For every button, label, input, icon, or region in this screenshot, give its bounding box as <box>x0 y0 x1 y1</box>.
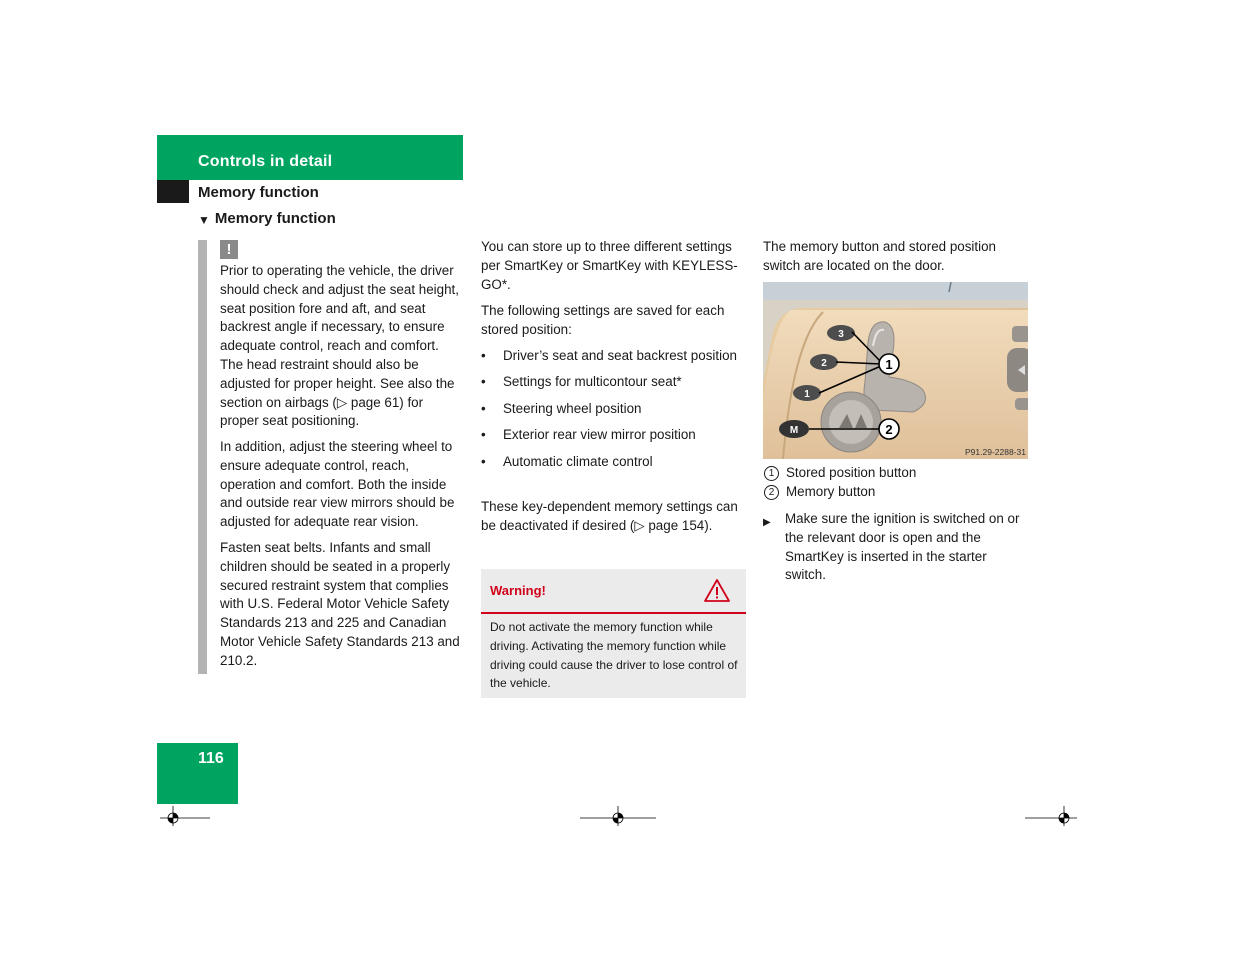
legend-text: Stored position button <box>786 465 917 480</box>
svg-text:M: M <box>789 425 799 436</box>
notice-exclamation-icon: ! <box>220 240 238 259</box>
subsection-marker <box>157 180 189 203</box>
svg-text:1: 1 <box>804 389 810 400</box>
subsection-title: Memory function <box>198 184 319 201</box>
warning-header <box>481 569 746 614</box>
chapter-title: Controls in detail <box>198 153 333 170</box>
deactivate-paragraph: These key-dependent memory settings can be deactivated if desired (▷ page 154). <box>481 499 738 533</box>
list-item: • Settings for multicontour seat* <box>481 373 749 392</box>
list-item: • Steering wheel position <box>481 400 749 419</box>
list-item: • Driver’s seat and seat backrest position <box>481 347 749 366</box>
list-item: • Automatic climate control <box>481 453 749 472</box>
bullet: • <box>481 400 486 416</box>
section-heading <box>198 210 336 227</box>
instruction-text: Make sure the ignition is switched on or the relevant door is open and the SmartKey is inserted in the starter switch. <box>785 511 1020 583</box>
legend-item-memory-button <box>763 483 875 502</box>
section-triangle-icon: ▼ <box>198 212 210 227</box>
figure-code: P91.29-2288-31 <box>965 447 1026 457</box>
svg-text:2: 2 <box>885 422 893 437</box>
notice-paragraph-1: Prior to operating the vehicle, the driver should check and adjust the seat height, seat position fore and aft, and seat backrest angle if necessary, to ensure adequate control, reach and comfort. The head restraint should also be adjusted for proper height. See also the section on airbags (▷ page 61) for proper seat positioning. <box>220 263 459 429</box>
bullet: • <box>481 453 486 469</box>
legend-text: Memory button <box>786 484 876 499</box>
notice-side-bar <box>198 240 207 674</box>
notice-paragraph-2: In addition, adjust the steering wheel to ensure adequate control, reach, operation and comfort. Both the inside and outside rear view mirrors should be adjusted for adequate rear vision. <box>220 439 455 530</box>
bullet: • <box>481 348 486 363</box>
svg-text:1: 1 <box>885 357 893 372</box>
page-number: 116 <box>198 750 224 767</box>
bullet: • <box>481 374 486 390</box>
legend-number: 2 <box>764 485 779 500</box>
crop-mark-icon <box>160 806 210 826</box>
warning-text: Do not activate the memory function while driving. Activating the memory function while driving could cause the driver to lose control of the vehicle. <box>490 620 738 691</box>
svg-text:2: 2 <box>821 358 827 369</box>
notice-paragraph-3: Fasten seat belts. Infants and small children should be seated in a properly secured restraint system that complies with U.S. Federal Motor Vehicle Safety Standards 213 and 225 and Canadian Motor Vehicle Safety Standards 213 and 210.2. <box>220 540 460 668</box>
section-heading-text: Memory function <box>214 210 336 227</box>
svg-text:3: 3 <box>838 329 844 340</box>
warning-triangle-icon <box>703 578 731 603</box>
step-arrow-icon: ▶ <box>763 517 771 528</box>
legend-item-stored-position <box>763 464 916 483</box>
legend-number: 1 <box>764 466 779 481</box>
crop-mark-icon <box>1025 806 1077 826</box>
settings-intro-paragraph: The following settings are saved for each stored position: <box>481 303 725 337</box>
instruction-step <box>763 510 1028 585</box>
warning-title: Warning! <box>490 583 546 598</box>
door-controls-illustration <box>763 282 1028 459</box>
list-item: • Exterior rear view mirror position <box>481 426 749 445</box>
crop-mark-icon <box>580 806 656 826</box>
settings-list <box>481 347 749 479</box>
warning-box <box>481 569 746 698</box>
bullet: • <box>481 427 486 443</box>
location-paragraph: The memory button and stored position switch are located on the door. <box>763 239 996 273</box>
intro-paragraph: You can store up to three different settings per SmartKey or SmartKey with KEYLESS-GO*. <box>481 239 738 292</box>
